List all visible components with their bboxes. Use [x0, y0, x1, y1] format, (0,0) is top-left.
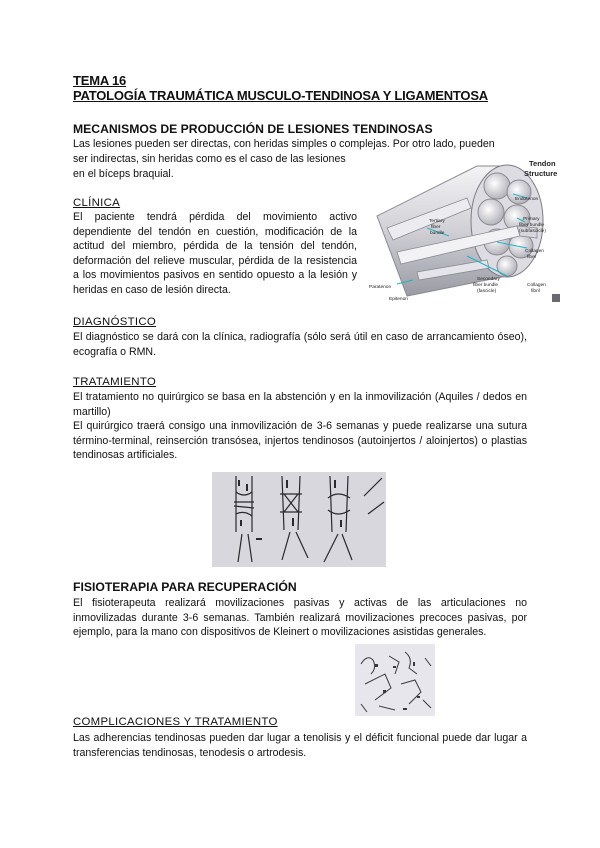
label-tertiary-1: Tertiary: [429, 219, 445, 224]
label-collagen-fiber-1: Collagen: [525, 249, 544, 254]
label-secondary-1: Secondary: [477, 277, 500, 282]
label-secondary-2: fiber bundle: [473, 283, 499, 288]
label-primary-3: (subfascicle): [519, 229, 546, 234]
tendon-suture-figure: [212, 472, 386, 567]
mechanisms-line-2: ser indirectas, sin heridas como es el caso de las lesiones: [73, 153, 346, 165]
label-collagen-fibril-1: Collagen: [527, 283, 546, 288]
label-collagen-fibril-2: fibril: [531, 289, 540, 294]
figure-title-line-2: Structure: [524, 169, 558, 178]
mechanisms-line-1: Las lesiones pueden ser directas, con heridas simples o complejas. Por otro lado, pueden: [73, 138, 495, 150]
clinica-heading: CLÍNICA: [73, 197, 121, 209]
label-primary-1: Primary: [523, 217, 540, 222]
figure-title-line-1: Tendon: [529, 159, 556, 168]
fisioterapia-text: El fisioterapeuta realizará movilizaciones pasivas y activas de las articulaciones no inmovilizadas durante 3-6 semanas. También realizará movilizaciones precoces pasivas, por ejemplo, para la mano con dispositivos de Kleinert o movilizaciones asistidas generales.: [73, 597, 527, 639]
label-tertiary-2: fiber: [431, 225, 441, 230]
complicaciones-text: Las adherencias tendinosas pueden dar lugar a tenolisis y el déficit funcional puede dar lugar a transferencias tendinosas, tenodesis o artrodesis.: [73, 732, 527, 759]
diagnostico-text: El diagnóstico se dará con la clínica, radiografía (sólo será útil en caso de arrancamiento óseo), ecografía o RMN.: [73, 331, 527, 358]
page-title: PATOLOGÍA TRAUMÁTICA MUSCULO-TENDINOSA Y LIGAMENTOSA: [73, 88, 488, 103]
tratamiento-nonsurgical-text: El tratamiento no quirúrgico se basa en la abstención y en la inmovilización (Aquiles / dedos en martillo): [73, 391, 527, 418]
label-tertiary-3: bundle: [430, 231, 445, 236]
label-endotenon: Endotenon: [515, 197, 539, 202]
tendon-structure-figure: [367, 156, 562, 304]
label-paratenon: Paratenon: [369, 285, 392, 290]
label-secondary-3: (fascicle): [477, 289, 497, 294]
topic-number: TEMA 16: [73, 73, 127, 88]
label-collagen-fiber-2: fiber: [527, 255, 537, 260]
tratamiento-heading: TRATAMIENTO: [73, 376, 157, 388]
complicaciones-heading: COMPLICACIONES Y TRATAMIENTO: [73, 716, 278, 728]
mechanisms-line-3: en el bíceps braquial.: [73, 168, 174, 180]
fisioterapia-heading: FISIOTERAPIA PARA RECUPERACIÓN: [73, 580, 297, 594]
mechanisms-heading: MECANISMOS DE PRODUCCIÓN DE LESIONES TENDINOSAS: [73, 122, 433, 136]
clinica-text: El paciente tendrá pérdida del movimiento activo dependiente del tendón en cuestión, modificación de la actitud del miembro, pérdida de la tensión del tendón, deformación del relieve muscular, pérdida de la resistencia a los movimientos pasivos en sentido opuesto a la lesión y heridas en caso de lesión directa.: [73, 211, 357, 296]
kleinert-device-figure: [355, 644, 435, 716]
diagnostico-heading: DIAGNÓSTICO: [73, 316, 157, 328]
label-epitenon: Epitenon: [389, 297, 408, 302]
tratamiento-surgical-text: El quirúrgico traerá consigo una inmovilización de 3-6 semanas y puede realizarse una sutura término-terminal, reinserción transósea, injertos tendinosos (autoinjertos / aloinjertos) o plastias tendinosas artificiales.: [73, 420, 527, 462]
label-primary-2: fiber bundle: [519, 223, 545, 228]
